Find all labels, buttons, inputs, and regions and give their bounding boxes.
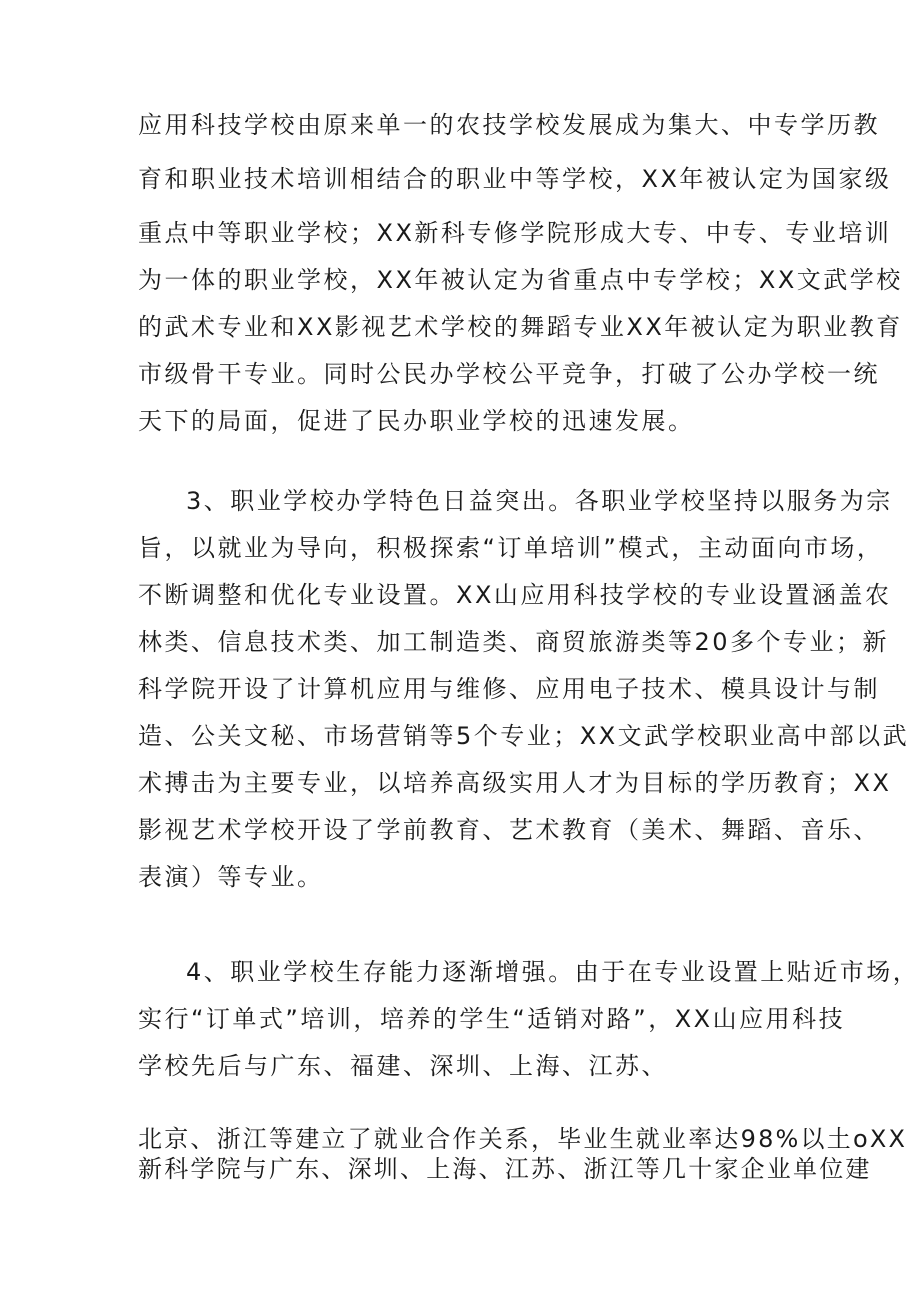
text-line: 天下的局面，促进了民办职业学校的迅速发展。 [138,407,695,435]
text-line: 实行“订单式”培训，培养的学生“适销对路”，XX山应用科技 [138,1005,846,1033]
text-line: 学校先后与广东、福建、深圳、上海、江苏、 [138,1052,668,1080]
text-line: 表演）等专业。 [138,863,324,891]
text-line: 为一体的职业学校，XX年被认定为省重点中专学校；XX文武学校 [138,266,903,294]
text-line: 不断调整和优化专业设置。XX山应用科技学校的专业设置涵盖农 [138,581,892,609]
text-line: 新科学院与广东、深圳、上海、江苏、浙江等几十家企业单位建 [138,1155,872,1183]
text-line: 育和职业技术培训相结合的职业中等学校，XX年被认定为国家级 [138,165,892,193]
text-line: 市级骨干专业。同时公民办学校公平竞争，打破了公办学校一统 [138,360,880,388]
text-line: 林类、信息技术类、加工制造类、商贸旅游类等20多个专业；新 [138,628,890,656]
text-line: 重点中等职业学校；XX新科专修学院形成大专、中专、专业培训 [138,219,892,247]
text-line: 北京、浙江等建立了就业合作关系，毕业生就业率达98%以土oXX [138,1125,908,1153]
paragraph-heading-line: 4、职业学校生存能力逐渐增强。由于在专业设置上贴近市场， [186,958,920,986]
text-line: 术搏击为主要专业，以培养高级实用人才为目标的学历教育；XX [138,769,892,797]
text-line: 旨，以就业为导向，积极探索“订单培训”模式，主动面向市场， [138,534,884,562]
paragraph-heading-line: 3、职业学校办学特色日益突出。各职业学校坚持以服务为宗 [186,487,893,515]
text-line: 科学院开设了计算机应用与维修、应用电子技术、模具设计与制 [138,675,880,703]
text-line: 应用科技学校由原来单一的农技学校发展成为集大、中专学历教 [138,111,880,139]
text-line: 的武术专业和XX影视艺术学校的舞蹈专业XX年被认定为职业教育 [138,313,903,341]
text-line: 造、公关文秘、市场营销等5个专业；XX文武学校职业高中部以武 [138,722,910,750]
text-line: 影视艺术学校开设了学前教育、艺术教育（美术、舞蹈、音乐、 [138,816,880,844]
